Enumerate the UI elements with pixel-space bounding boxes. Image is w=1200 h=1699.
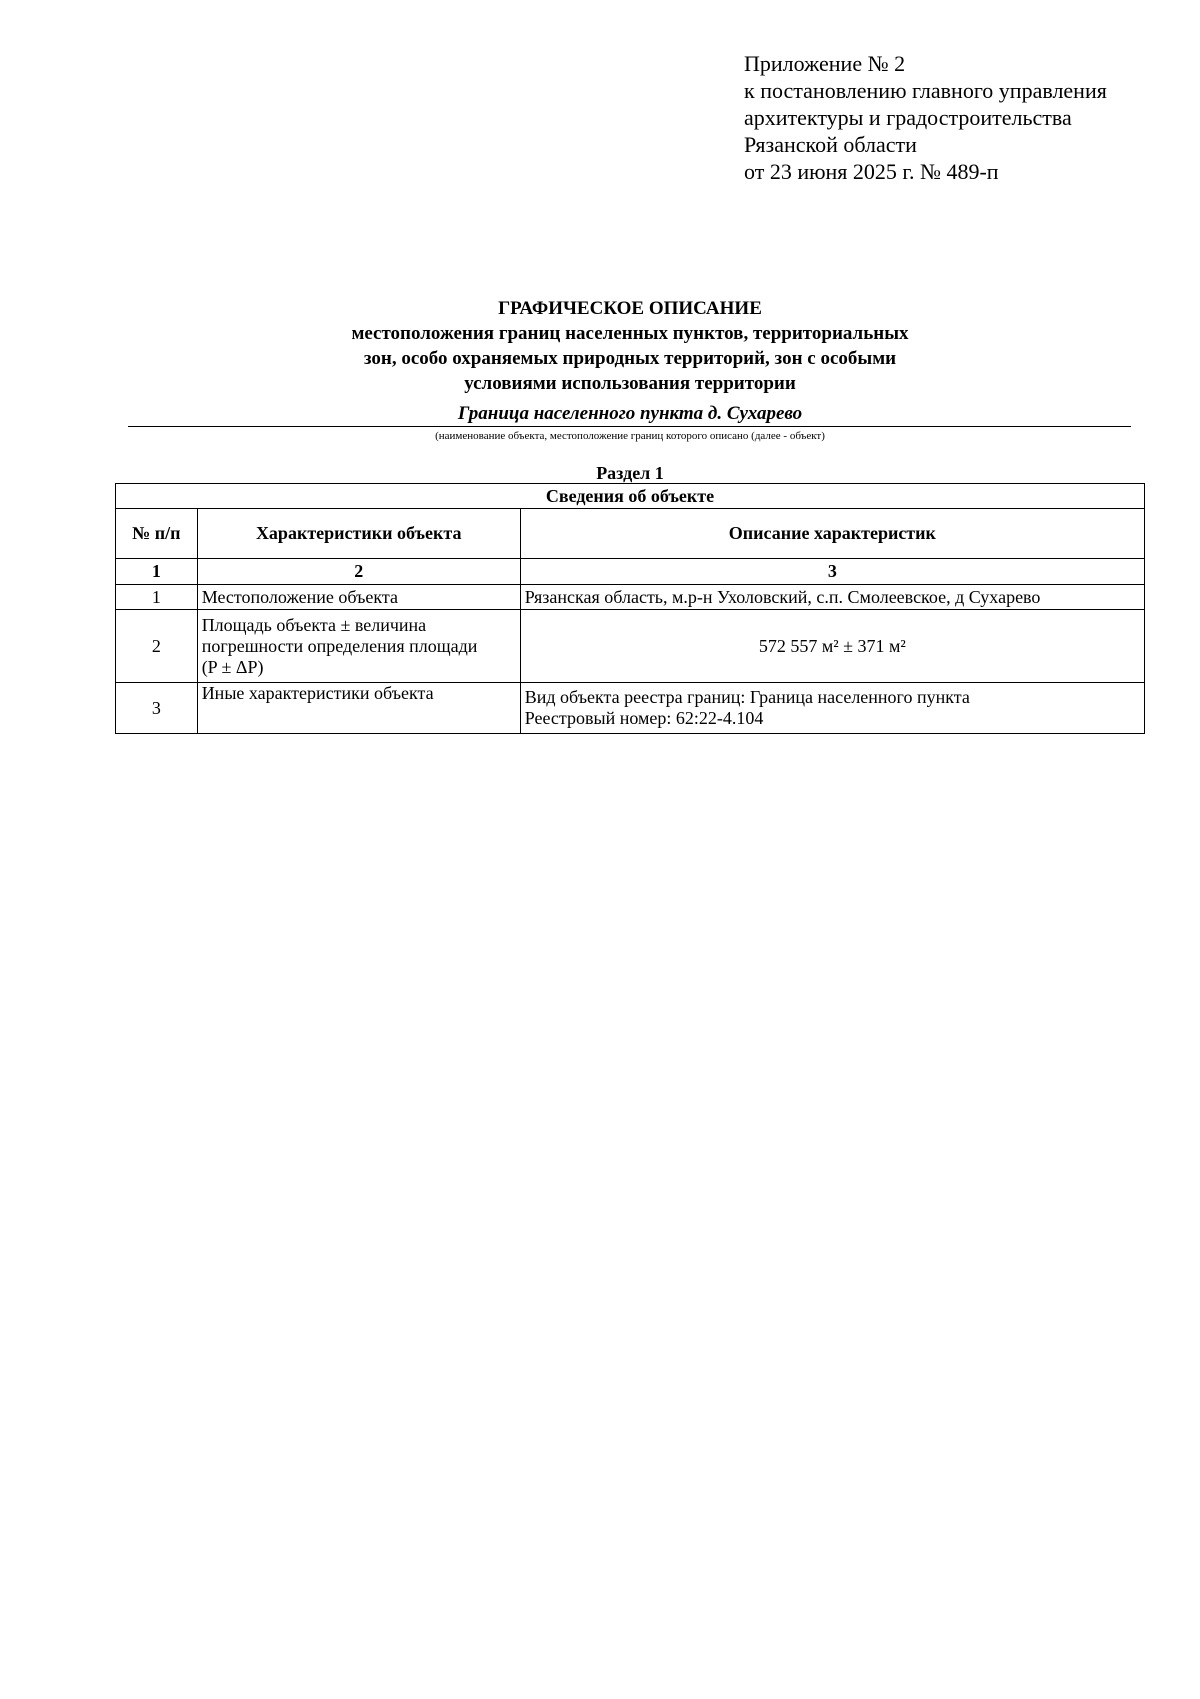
- title-underline: [128, 426, 1131, 427]
- title-line: местоположения границ населенных пунктов, территориальных: [351, 323, 909, 344]
- title-main: ГРАФИЧЕСКОЕ ОПИСАНИЕ: [498, 298, 762, 319]
- document-title: [0, 296, 1200, 396]
- characteristic-line: (P ± ΔP): [201, 656, 264, 677]
- title-line: зон, особо охраняемых природных территорий, зон с особыми: [363, 348, 897, 369]
- table-row: [116, 610, 1145, 683]
- section-label: Раздел 1: [596, 463, 664, 483]
- row-characteristic: Иные характеристики объекта: [197, 683, 520, 734]
- appendix-line: от 23 июня 2025 г. № 489-п: [744, 159, 999, 184]
- row-number: 2: [116, 610, 198, 683]
- row-description: [520, 610, 1144, 683]
- header-description: Описание характеристик: [520, 509, 1144, 559]
- appendix-line: архитектуры и градостроительства: [744, 105, 1072, 130]
- row-number: 1: [116, 585, 198, 610]
- object-info-table: [115, 483, 1145, 734]
- header-characteristic: Характеристики объекта: [197, 509, 520, 559]
- title-line: условиями использования территории: [464, 373, 796, 394]
- object-name: Граница населенного пункта д. Сухарево: [457, 403, 803, 424]
- underline-caption: (наименование объекта, местоположение границ которого описано (далее - объект): [435, 430, 825, 442]
- row-characteristic: Местоположение объекта: [197, 585, 520, 610]
- column-number-row: [116, 559, 1145, 585]
- row-characteristic: [197, 610, 520, 683]
- column-number: 3: [520, 559, 1144, 585]
- characteristic-line: Площадь объекта ± величина: [201, 614, 427, 635]
- characteristic-line: погрешности определения площади: [201, 635, 478, 656]
- table-header-row: [116, 509, 1145, 559]
- appendix-line: Приложение № 2: [744, 51, 906, 76]
- column-number: 2: [197, 559, 520, 585]
- table-row: [116, 683, 1145, 734]
- description-line: 572 557 м² ± 371 м²: [758, 635, 906, 656]
- header-number: [116, 509, 198, 559]
- header-number-text: № п/п: [132, 523, 181, 543]
- table-title-row: [116, 484, 1145, 509]
- description-line: Вид объекта реестра границ: Граница населенного пункта: [524, 687, 970, 707]
- table-title: Сведения об объекте: [116, 484, 1145, 509]
- row-number: 3: [116, 683, 198, 734]
- description-line: Рязанская область, м.р-н Ухоловский, с.п. Смолеевское, д Сухарево: [524, 586, 1041, 607]
- row-description: [520, 683, 1144, 734]
- table-row: [116, 585, 1145, 610]
- column-number: 1: [116, 559, 198, 585]
- appendix-header: [744, 50, 1107, 185]
- description-line: Реестровый номер: 62:22-4.104: [524, 708, 764, 728]
- appendix-line: Рязанской области: [744, 132, 917, 157]
- row-description: [520, 585, 1144, 610]
- appendix-line: к постановлению главного управления: [744, 78, 1107, 103]
